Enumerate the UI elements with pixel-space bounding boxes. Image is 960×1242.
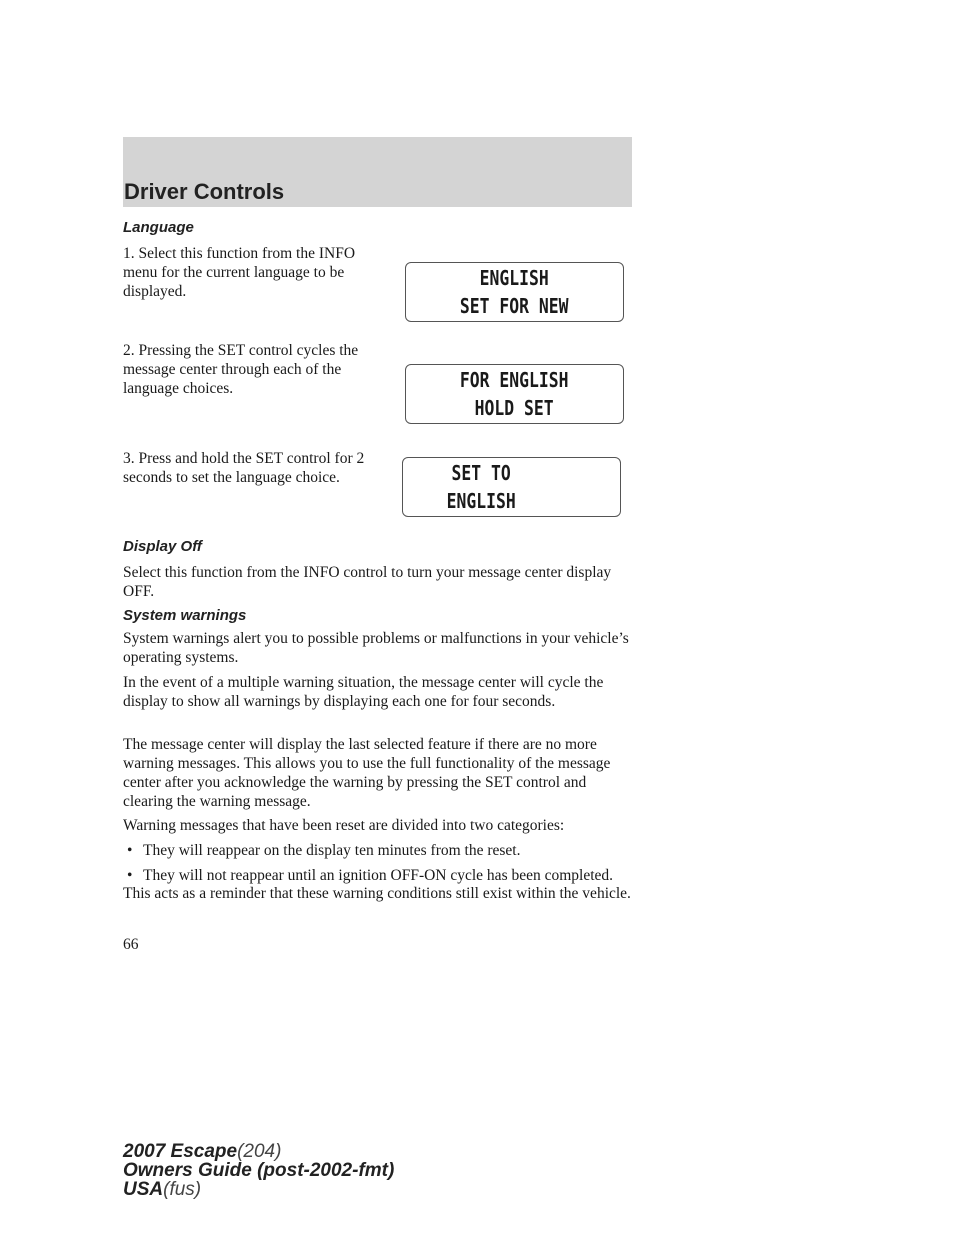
section-heading-language: Language <box>123 219 194 236</box>
language-step-3: 3. Press and hold the SET control for 2 seconds to set the language choice. <box>123 450 365 486</box>
footer-model-code: (204) <box>237 1141 282 1162</box>
display-line: HOLD SET <box>474 396 554 420</box>
display-off-text: Select this function from the INFO control to turn your message center display OFF. <box>123 564 612 600</box>
display-line: SET TO <box>451 461 512 485</box>
display-for-english-hold-set <box>405 364 624 424</box>
section-heading-system-warnings: System warnings <box>123 607 247 624</box>
language-step-2: 2. Pressing the SET control cycles the message center through each of the language choices. <box>123 342 359 397</box>
footer-market-code: (fus) <box>163 1179 202 1200</box>
display-line: ENGLISH <box>446 489 517 513</box>
display-set-to-english <box>402 457 621 517</box>
language-step-1: 1. Select this function from the INFO menu for the current language to be displayed. <box>123 245 356 300</box>
page-title: Driver Controls <box>124 179 285 204</box>
footer-market: USA <box>123 1179 164 1200</box>
system-warnings-closing: This acts as a reminder that these warning conditions still exist within the vehicle. <box>123 885 631 902</box>
bullet-icon: • <box>127 842 133 859</box>
list-item-text: They will not reappear until an ignition OFF-ON cycle has been completed. <box>143 867 614 884</box>
system-warnings-paragraph-2: In the event of a multiple warning situation, the message center will cycle the display to show all warnings by displaying each one for four seconds. <box>123 674 604 710</box>
list-item-text: They will reappear on the display ten minutes from the reset. <box>143 842 521 859</box>
system-warnings-paragraph-1: System warnings alert you to possible problems or malfunctions in your vehicle’s operating systems. <box>123 630 629 666</box>
display-line: FOR ENGLISH <box>460 368 569 392</box>
system-warnings-paragraph-4: Warning messages that have been reset are divided into two categories: <box>123 817 565 834</box>
bullet-icon: • <box>127 867 133 884</box>
system-warnings-paragraph-3: The message center will display the last selected feature if there are no more warning messages. This allows you to use the full functionality of the message center after you acknowledge the warning by pressing the SET control and clearing the warning message. <box>123 736 611 810</box>
page-number: 66 <box>123 936 139 953</box>
footer-guide: Owners Guide (post-2002-fmt) <box>123 1160 395 1181</box>
footer-model: 2007 Escape <box>123 1141 238 1162</box>
display-english-set-for-new <box>405 262 624 322</box>
display-line: ENGLISH <box>479 266 550 290</box>
display-line: SET FOR NEW <box>460 294 569 318</box>
section-heading-display-off: Display Off <box>123 538 202 555</box>
footer <box>123 1142 394 1199</box>
